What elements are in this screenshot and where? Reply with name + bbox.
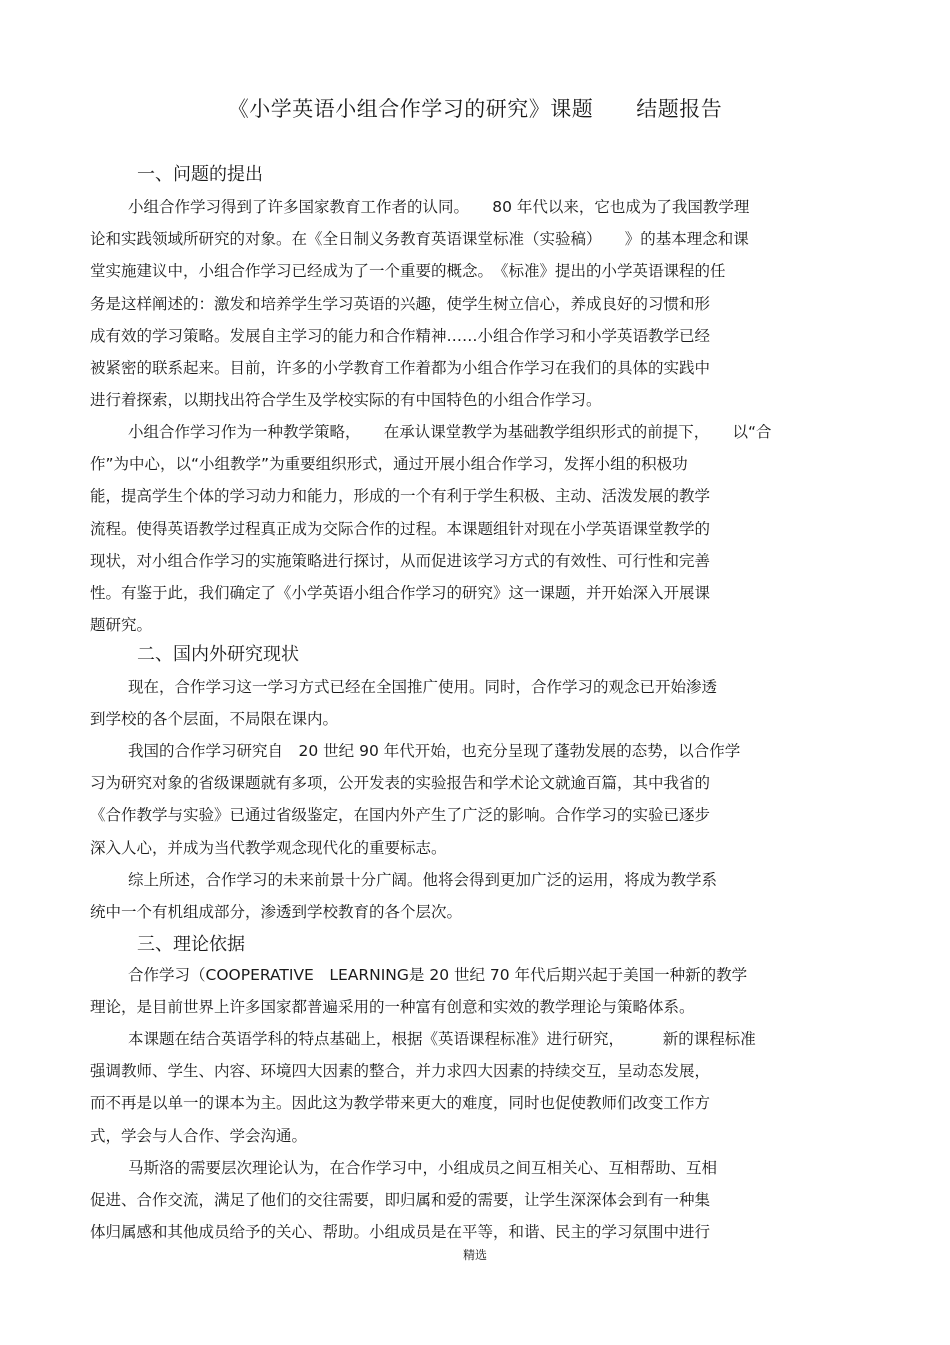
- paragraph-line: 流程。使得英语教学过程真正成为交际合作的过程。本课题组针对现在小学英语课堂教学的: [90, 519, 711, 538]
- paragraph-line: 性。有鉴于此，我们确定了《小学英语小组合作学习的研究》这一课题，并开始深入开展课: [90, 584, 711, 602]
- paragraph-line: 进行着探索，以期找出符合学生及学校实际的有中国特色的小组合作学习。: [90, 391, 602, 410]
- paragraph-line: 合作学习（COOPERATIVE LEARNING是 20 世纪 70 年代后期兴起于美国一种新的教学: [128, 966, 748, 984]
- paragraph-line: 式，学会与人合作、学会沟通。: [90, 1126, 308, 1145]
- paragraph-line: 马斯洛的需要层次理论认为，在合作学习中，小组成员之间互相关心、互相帮助、互相: [128, 1159, 718, 1177]
- section-heading: 一、问题的提出: [137, 164, 263, 185]
- paragraph-line: 促进、合作交流，满足了他们的交往需要，即归属和爱的需要，让学生深深体会到有一种集: [90, 1191, 711, 1210]
- paragraph-line: 综上所述，合作学习的未来前景十分广阔。他将会得到更加广泛的运用，将成为教学系: [128, 871, 718, 889]
- paragraph-line: 我国的合作学习研究自 20 世纪 90 年代开始，也充分呈现了蓬勃发展的态势，以合作学: [128, 742, 741, 760]
- paragraph-line: 务是这样阐述的：激发和培养学生学习英语的兴趣，使学生树立信心，养成良好的习惯和形: [90, 294, 711, 313]
- paragraph-line: 习为研究对象的省级课题就有多项，公开发表的实验报告和学术论文就逾百篇，其中我省的: [90, 774, 711, 793]
- paragraph-line: 作”为中心，以“小组教学”为重要组织形式，通过开展小组合作学习，发挥小组的积极功: [90, 455, 688, 474]
- paragraph-line: 深入人心，并成为当代教学观念现代化的重要标志。: [90, 838, 447, 857]
- paragraph-line: 被紧密的联系起来。目前，许多的小学教育工作着都为小组合作学习在我们的具体的实践中: [90, 359, 711, 377]
- paragraph-line: 《合作教学与实验》已通过省级鉴定，在国内外产生了广泛的影响。合作学习的实验已逐步: [90, 806, 711, 825]
- paragraph-line: 小组合作学习得到了许多国家教育工作者的认同。 80 年代以来，它也成为了我国教学理: [128, 198, 750, 216]
- paragraph-line: 论和实践领域所研究的对象。在《全日制义务教育英语课堂标准（实验稿） 》的基本理念和课: [90, 230, 749, 249]
- paragraph-line: 本课题在结合英语学科的特点基础上，根据《英语课程标准》进行研究， 新的课程标准: [128, 1030, 756, 1048]
- paragraph-line: 体归属感和其他成员给予的关心、帮助。小组成员是在平等，和谐、民主的学习氛围中进行: [90, 1223, 711, 1242]
- paragraph-line: 到学校的各个层面，不局限在课内。: [90, 710, 339, 729]
- paragraph-line: 强调教师、学生、内容、环境四大因素的整合，并力求四大因素的持续交互，呈动态发展，: [90, 1062, 711, 1081]
- paragraph-line: 统中一个有机组成部分，渗透到学校教育的各个层次。: [90, 903, 463, 922]
- paragraph-line: 小组合作学习作为一种教学策略， 在承认课堂教学为基础教学组织形式的前提下， 以“合: [128, 423, 772, 441]
- page-footer: 精选: [462, 1248, 487, 1262]
- paragraph-line: 现在，合作学习这一学习方式已经在全国推广使用。同时，合作学习的观念已开始渗透: [128, 678, 718, 696]
- paragraph-line: 现状，对小组合作学习的实施策略进行探讨，从而促进该学习方式的有效性、可行性和完善: [90, 551, 711, 570]
- report-title: 《小学英语小组合作学习的研究》课题 结题报告: [227, 97, 723, 121]
- paragraph-line: 能，提高学生个体的学习动力和能力，形成的一个有利于学生积极、主动、活泼发展的教学: [90, 487, 711, 506]
- paragraph-line: 堂实施建议中，小组合作学习已经成为了一个重要的概念。 《标准》提出的小学英语课程的任: [90, 262, 726, 281]
- paragraph-line: 成有效的学习策略。发展自主学习的能力和合作精神……小组合作学习和小学英语教学已经: [90, 326, 711, 345]
- section-heading: 二、国内外研究现状: [137, 644, 299, 665]
- paragraph-line: 理论，是目前世界上许多国家都普遍采用的一种富有创意和实效的教学理论与策略体系。: [90, 998, 695, 1017]
- section-heading: 三、理论依据: [137, 934, 245, 955]
- paragraph-line: 而不再是以单一的课本为主。因此这为教学带来更大的难度，同时也促使教师们改变工作方: [90, 1094, 711, 1113]
- paragraph-line: 题研究。: [90, 616, 153, 635]
